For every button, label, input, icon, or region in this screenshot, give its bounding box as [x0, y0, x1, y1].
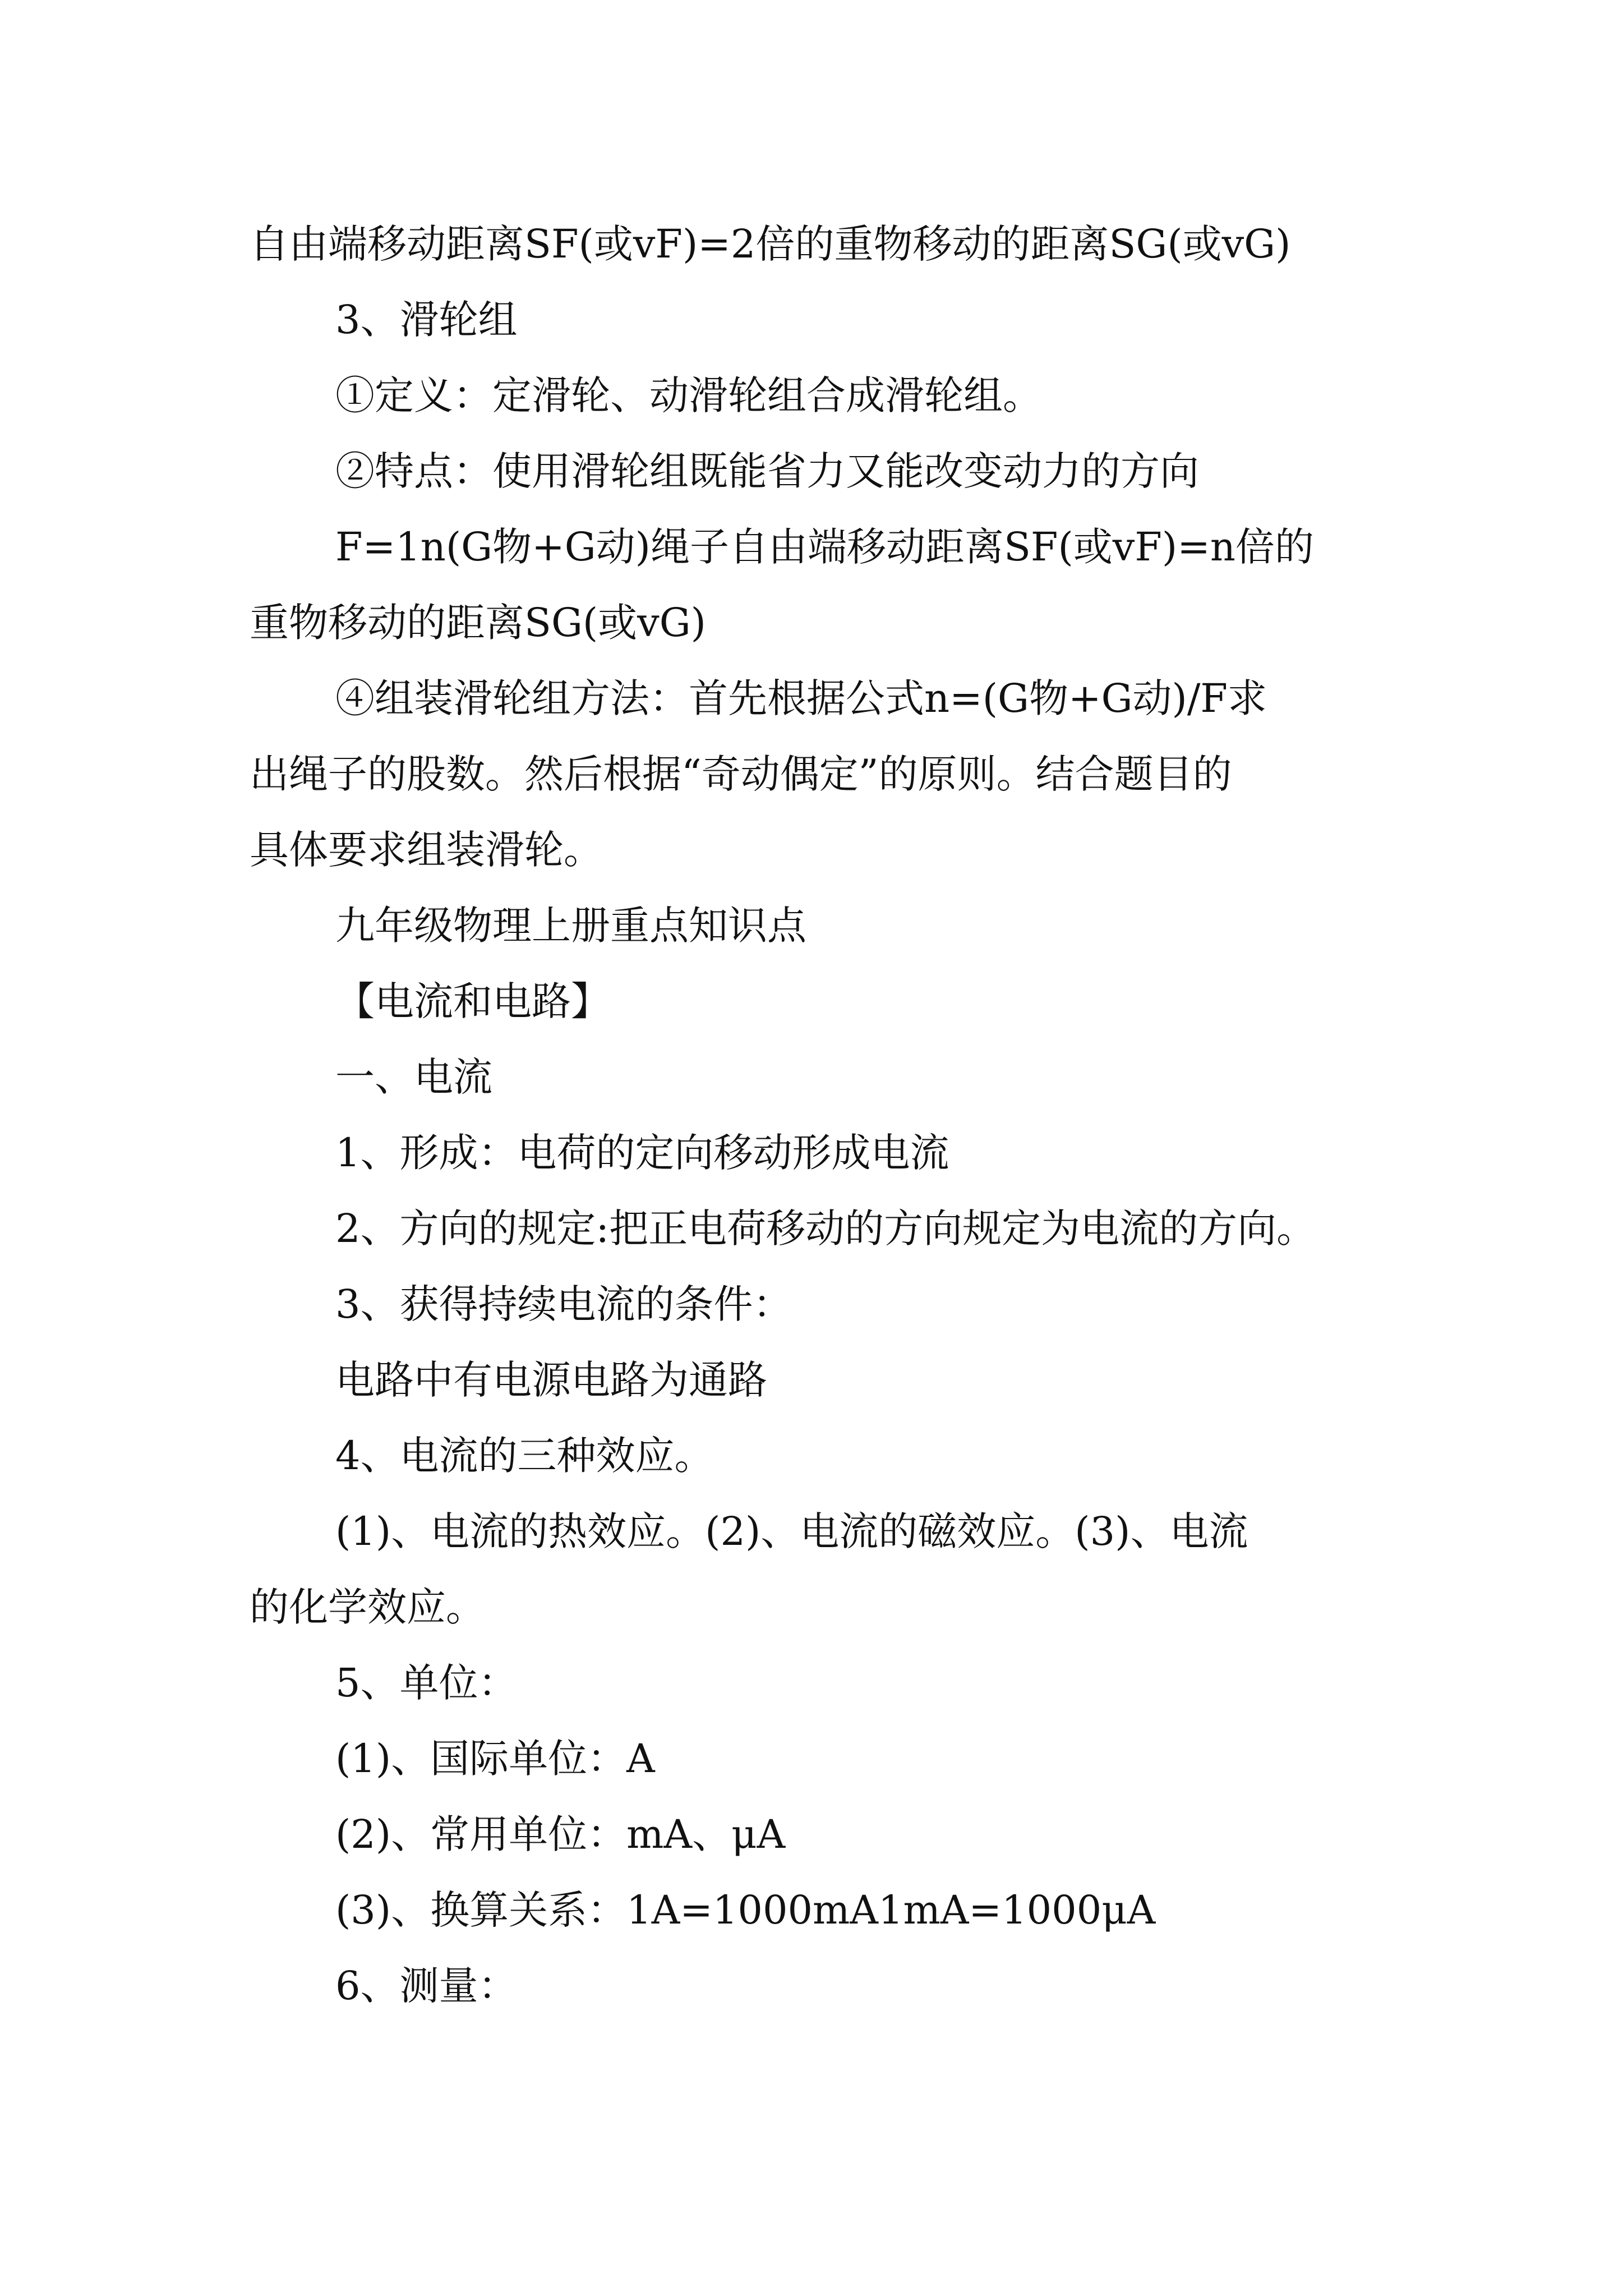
text-line: (3)、换算关系：1A=1000mA1mA=1000μA	[335, 1887, 1156, 1933]
text-line: ①定义：定滑轮、动滑轮组合成滑轮组。	[335, 372, 1042, 418]
text-line: 3、获得持续电流的条件：	[335, 1281, 792, 1327]
text-line: 出绳子的股数。然后根据“奇动偶定”的原则。结合题目的	[250, 751, 1232, 797]
text-line: (1)、电流的热效应。(2)、电流的磁效应。(3)、电流	[335, 1508, 1248, 1554]
text-line: 自由端移动距离SF(或vF)=2倍的重物移动的距离SG(或vG)	[250, 221, 1291, 267]
text-line: 3、滑轮组	[335, 297, 518, 343]
text-line: 电路中有电源电路为通路	[335, 1357, 767, 1403]
text-line: ②特点：使用滑轮组既能省力又能改变动力的方向	[335, 448, 1199, 494]
text-line: 具体要求组装滑轮。	[250, 827, 603, 873]
text-line: 重物移动的距离SG(或vG)	[250, 600, 706, 646]
text-line: 2、方向的规定:把正电荷移动的方向规定为电流的方向。	[335, 1205, 1316, 1251]
text-line: 1、形成：电荷的定向移动形成电流	[335, 1130, 949, 1176]
text-line: 5、单位：	[335, 1660, 518, 1706]
section-heading: 【电流和电路】	[335, 978, 610, 1024]
text-line: 6、测量：	[335, 1963, 518, 2009]
text-line: 的化学效应。	[250, 1584, 485, 1630]
text-line: ④组装滑轮组方法：首先根据公式n=(G物+G动)/F求	[335, 675, 1267, 721]
section-heading: 九年级物理上册重点知识点	[335, 903, 806, 949]
text-line: F=1n(G物+G动)绳子自由端移动距离SF(或vF)=n倍的	[335, 524, 1314, 570]
text-line: (1)、国际单位：A	[335, 1736, 655, 1782]
text-line: (2)、常用单位：mA、μA	[335, 1811, 786, 1857]
text-line: 一、电流	[335, 1054, 492, 1100]
text-line: 4、电流的三种效应。	[335, 1433, 714, 1479]
